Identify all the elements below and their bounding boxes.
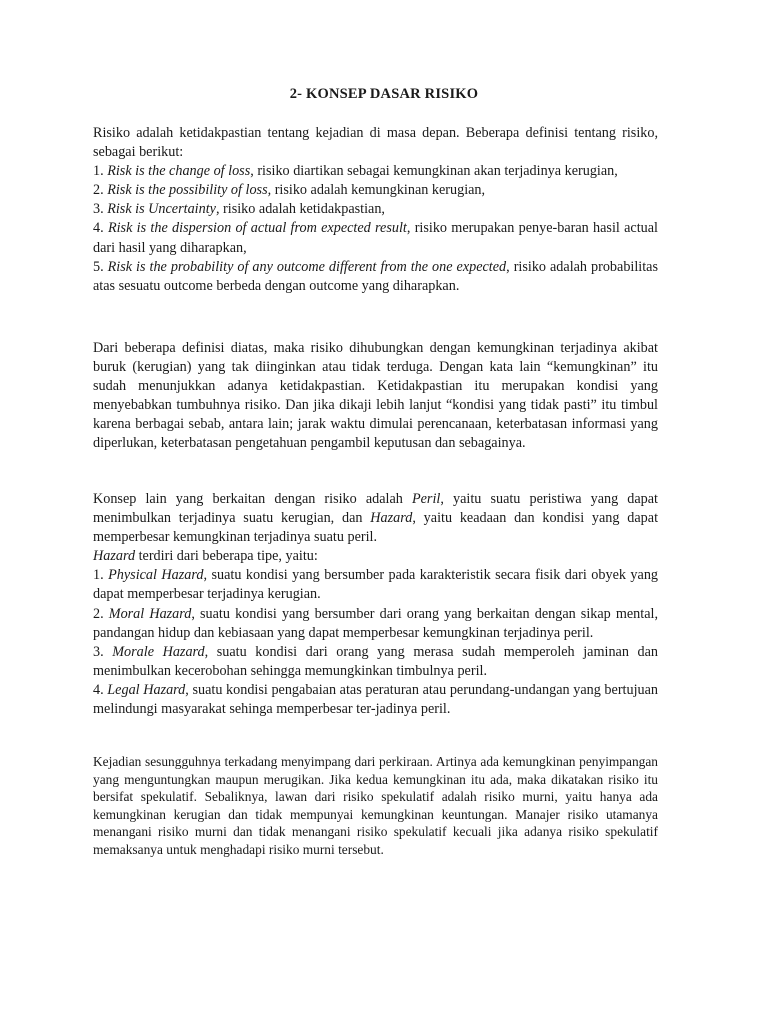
hazard-item-3	[93, 643, 658, 681]
definition-text: , risiko merupakan penye-baran hasil actual dari hasil yang diharapkan,	[93, 220, 658, 256]
peril-term: Peril	[411, 491, 441, 507]
definition-item-1	[93, 162, 658, 181]
hazard-term: Hazard	[370, 510, 413, 527]
definition-item-3	[93, 200, 658, 219]
text-run: , yaitu suatu peristiwa yang dapat menimbulkan terjadinya suatu kerugian, dan	[93, 491, 658, 527]
hazard-type-term: Morale Hazard	[112, 643, 205, 660]
hazard-item-2	[93, 605, 658, 643]
hazard-type-text: , suatu kondisi dari orang yang merasa sudah memperoleh jaminan dan menimbulkan kecerobohan sehingga memungkinkan timbulnya peril.	[93, 643, 658, 679]
speculative-risk-paragraph: Kejadian sesungguhnya terkadang menyimpang dari perkiraan. Artinya ada kemungkinan penyimpangan yang menguntungkan maupun merugikan. Jika kedua kemungkinan itu ada, maka dikatakan risiko itu bersifat spekulatif. Sebaliknya, lawan dari risiko spekulatif adalah risiko murni, yaitu hanya ada kemungkinan kerugian dan tidak mempunyai kemungkinan keuntungan. Manajer risiko utamanya menangani risiko murni dan tidak menangani risiko spekulatif kecuali jika adanya risiko spekulatif memaksanya untuk menghadapi risiko murni tersebut.	[93, 754, 658, 857]
intro-text: Risiko adalah ketidakpastian tentang kejadian di masa depan. Beberapa definisi tentang risiko, sebagai berikut:	[93, 125, 658, 161]
definition-term: Risk is the change of loss	[107, 163, 251, 180]
item-number: 4.	[93, 220, 108, 237]
intro-section	[93, 124, 658, 296]
definition-text: risiko adalah kemungkinan kerugian,	[271, 182, 486, 199]
item-number: 5.	[93, 258, 108, 275]
hazard-type-text: , suatu kondisi pengabaian atas peraturan atau perundang-undangan yang bertujuan melindungi masyarakat sehinga memperbesar ter-jadinya peril.	[93, 681, 659, 718]
text-run: , yaitu keadaan dan kondisi yang dapat memperbesar kemungkinan terjadinya suatu peril.	[93, 510, 659, 546]
page-title: 2- KONSEP DASAR RISIKO	[289, 86, 479, 102]
text-run: terdiri dari beberapa tipe, yaitu:	[135, 548, 318, 565]
item-number: 2.	[93, 605, 109, 622]
hazard-type-text: , suatu kondisi yang bersumber pada karakteristik secara fisik dari obyek yang dapat memperbesar terjadinya kerugian.	[93, 567, 659, 603]
definition-term: Risk is Uncertainty	[107, 201, 216, 218]
hazard-item-4	[93, 681, 658, 719]
uncertainty-section	[93, 339, 658, 454]
item-number: 3.	[93, 201, 108, 218]
peril-hazard-paragraph	[93, 490, 658, 547]
hazard-types-intro	[93, 547, 658, 566]
hazard-item-1	[93, 566, 658, 604]
uncertainty-paragraph: Dari beberapa definisi diatas, maka risiko dihubungkan dengan kemungkinan terjadinya akibat buruk (kerugian) yang tak diinginkan atau tidak terduga. Dengan kata lain “kemungkinan” itu sudah menunjukkan adanya ketidakpastian. Ketidakpastian itu merupakan kondisi yang menyebabkan tumbuhnya risiko. Dan jika dikaji lebih lanjut “kondisi yang tidak pasti” itu timbul karena berbagai sebab, antara lain; jarak waktu dimulai perencanaan, keterbatasan informasi yang diperlukan, keterbatasan pengetahuan pengambil keputusan dan sebagainya.	[93, 340, 658, 452]
hazard-type-term: Moral Hazard	[108, 605, 192, 622]
hazard-term: Hazard	[93, 548, 136, 565]
definition-item-5	[93, 258, 658, 296]
definition-term: Risk is the probability of any outcome different from the one expected	[107, 258, 507, 275]
item-number: 2.	[93, 182, 108, 199]
item-number: 1.	[93, 567, 109, 584]
definition-item-2	[93, 181, 658, 200]
peril-hazard-section	[93, 490, 658, 719]
hazard-type-text: , suatu kondisi yang bersumber dari orang yang berkaitan dengan sikap mental, pandangan hidup dan kebiasaan yang dapat memperbesar kemungkinan terjadinya peril.	[93, 605, 659, 641]
text-run: Konsep lain yang berkaitan dengan risiko adalah	[93, 491, 412, 507]
definition-term: Risk is the possibility of loss,	[107, 182, 272, 199]
hazard-type-term: Legal Hazard	[107, 681, 186, 698]
hazard-type-term: Physical Hazard	[108, 567, 204, 584]
item-number: 4.	[93, 681, 108, 698]
item-number: 1.	[93, 163, 108, 180]
definition-term: Risk is the dispersion of actual from expected result	[107, 220, 407, 237]
definition-text: , risiko adalah probabilitas atas sesuatu outcome berbeda dengan outcome yang diharapkan.	[93, 258, 659, 294]
definition-item-4	[93, 219, 658, 257]
speculative-risk-section	[93, 753, 658, 859]
item-number: 3.	[93, 643, 113, 660]
definition-text: , risiko diartikan sebagai kemungkinan akan terjadinya kerugian,	[250, 163, 618, 180]
definition-text: , risiko adalah ketidakpastian,	[215, 201, 385, 218]
